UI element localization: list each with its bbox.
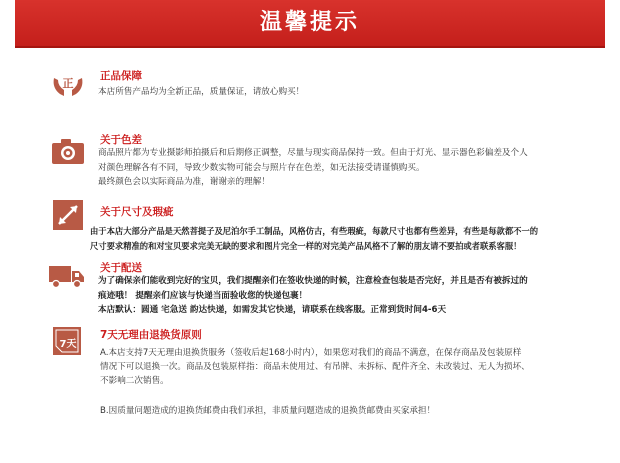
banner-title: 温馨提示	[259, 10, 360, 35]
body-line: 为了确保亲们能收到完好的宝贝，我们提醒亲们在签收快递的时候，注意检查包装是否完好，并且是否有被拆过的	[98, 276, 528, 286]
return-policy-a	[100, 346, 530, 388]
section-color	[0, 132, 620, 190]
section-body	[90, 224, 538, 253]
section-returns	[0, 324, 620, 424]
section-body	[98, 146, 528, 190]
section-title: 正品保障	[100, 70, 142, 82]
body-line: 商品照片都为专业摄影师拍摄后和后期修正调整，尽量与现实商品保持一致。但由于灯光、显示器色彩偏差及个人	[98, 148, 528, 158]
header-banner	[15, 0, 605, 48]
return-policy-b: B.因质量问题造成的退换货邮费由我们承担，非质量问题造成的退换货邮费由买家承担！	[100, 406, 436, 416]
body-line: 最终颜色会以实际商品为准，谢谢亲的理解！	[98, 177, 270, 187]
section-size	[0, 198, 620, 252]
return-icon-label: 7天	[59, 339, 77, 350]
truck-icon	[48, 260, 86, 290]
resize-arrow-icon	[50, 200, 86, 230]
body-line: 不影响二次销售。	[100, 376, 169, 386]
section-title: 关于配送	[100, 262, 142, 274]
body-line: 情况下可以退换一次。商品及包装原样指：商品未使用过、有吊牌、未拆标、配件齐全、未改装过、无人为损坏、	[100, 362, 530, 372]
body-line: 尺寸要求精准的和对宝贝要求完美无缺的要求和图片完全一样的对完美产品风格不了解的朋友请不要拍或者联系客服！	[90, 240, 522, 251]
section-title: 关于尺寸及瑕疵	[100, 206, 174, 218]
camera-icon	[50, 136, 86, 166]
section-genuine	[0, 64, 620, 110]
body-line: 本店默认：圆通 宅急送 韵达快递，如需发其它快递，请联系在线客服。正常到货时间4-6天	[98, 305, 447, 315]
body-line: 本店所售产品均为全新正品，质量保证，请放心购买！	[98, 87, 305, 97]
section-title: 关于色差	[100, 134, 142, 146]
body-line: 痕迹哦！ 提醒亲们应该与快递当面验收您的快递包裹！	[98, 290, 308, 301]
body-line: 对颜色理解各有不同，导致少数实物可能会与照片存在色差，如无法接受请谨慎购买。	[98, 162, 425, 173]
section-title: 7天无理由退换货原则	[100, 329, 202, 341]
section-body	[98, 274, 528, 318]
body-line: 由于本店大部分产品是天然菩提子及尼泊尔手工制品，风格仿古，有些瑕疵，每款尺寸也都有些差异，有些是每款都不一的	[90, 226, 539, 236]
section-delivery	[0, 258, 620, 320]
genuine-hands-icon	[50, 68, 86, 98]
section-body	[98, 85, 304, 100]
body-line: A.本店支持7天无理由退换货服务（签收后起168小时内），如果您对我们的商品不满意，在保存商品及包装原样	[100, 348, 522, 358]
genuine-icon-label: 正	[62, 77, 74, 90]
seven-day-return-icon	[52, 326, 82, 356]
